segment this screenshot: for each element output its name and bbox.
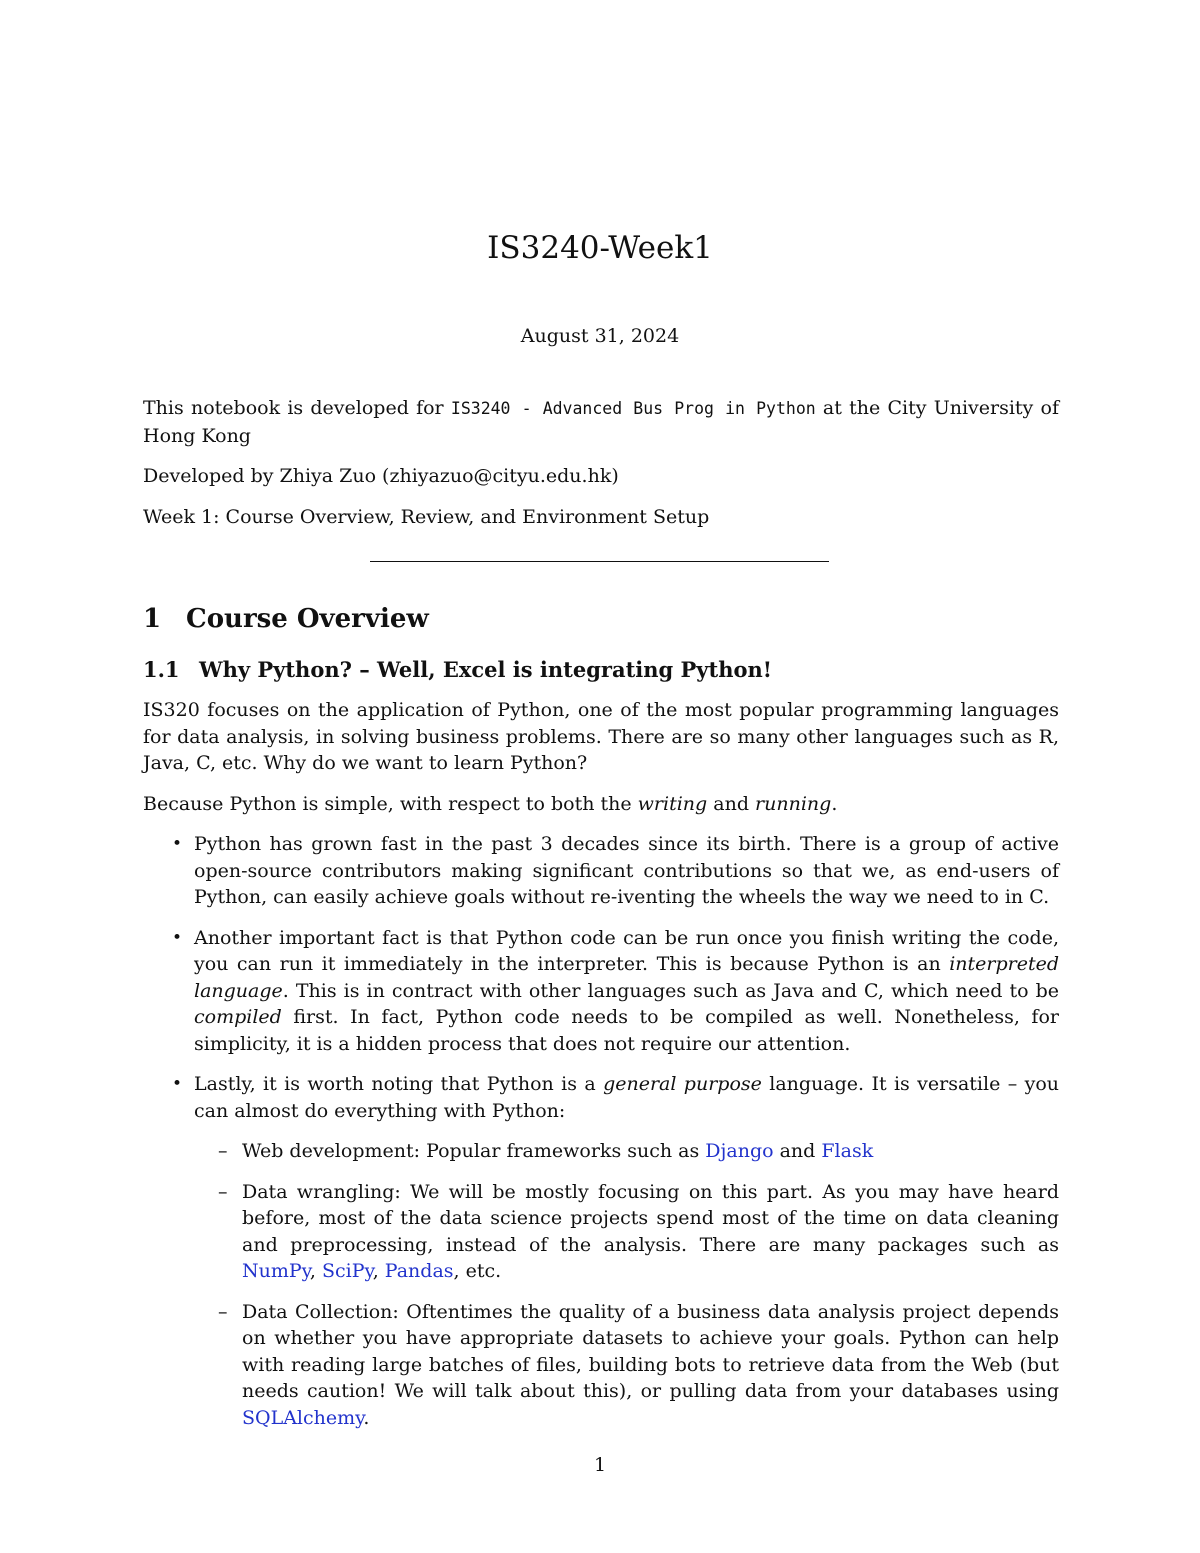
separator: , <box>309 1260 322 1282</box>
paragraph-because <box>143 791 1059 818</box>
flask-link[interactable]: Flask <box>821 1140 874 1162</box>
sub-list-item <box>194 1179 1059 1285</box>
horizontal-rule <box>370 561 829 562</box>
intro-text: This notebook is developed for <box>143 397 451 419</box>
list-item-text: first. In fact, Python code needs to be compiled as well. Nonetheless, for simplicity, it is a hidden process that does not require our attention. <box>194 1006 1059 1055</box>
document-title: IS3240-Week1 <box>487 230 713 266</box>
emphasis-interpreted: interpreted language <box>194 953 1059 1002</box>
list-item <box>143 831 1059 911</box>
list-item-text: . This is in contract with other languages such as Java and C, which need to be <box>282 979 1059 1002</box>
section-heading <box>143 600 429 638</box>
page-number: 1 <box>593 1454 607 1476</box>
list-item <box>143 925 1059 1058</box>
bullet-list <box>143 831 1059 1431</box>
section-number: 1 <box>143 604 162 634</box>
sub-list-item-text: , etc. <box>453 1260 502 1282</box>
sub-list-item-text: and <box>773 1140 822 1162</box>
separator: , <box>372 1260 385 1282</box>
subsection-title: Why Python? – Well, Excel is integrating Python! <box>199 657 772 682</box>
main-content <box>143 697 1059 1445</box>
text: and <box>707 792 756 815</box>
list-item-text: Another important fact is that Python code can be run once you finish writing the code, you can run it immediately in the interpreter. This is because Python is an <box>194 926 1059 975</box>
sub-list-item <box>194 1299 1059 1432</box>
subsection-heading <box>143 655 772 685</box>
intro-block <box>143 395 1059 530</box>
paragraph-intro: IS320 focuses on the application of Python, one of the most popular programming languages for data analysis, in solving business problems. There are so many other languages such as R, Java, C, etc. Why do we want to learn Python? <box>143 699 1059 774</box>
course-code: IS3240 - Advanced Bus Prog in Python <box>450 399 816 418</box>
emphasis-running: running <box>755 792 832 815</box>
emphasis-compiled: compiled <box>194 1006 282 1028</box>
sub-list-item-text: Web development: Popular frameworks such as <box>242 1140 706 1162</box>
emphasis-general-purpose: general purpose <box>603 1073 762 1095</box>
intro-text-suffix: at the City University of Hong Kong <box>143 397 1059 447</box>
list-item <box>143 1071 1059 1431</box>
author-line: Developed by Zhiya Zuo (zhiyazuo@cityu.edu.hk) <box>143 465 619 487</box>
sub-list-item <box>194 1138 1059 1165</box>
section-title: Course Overview <box>186 604 429 634</box>
pandas-link[interactable]: Pandas <box>384 1260 454 1282</box>
sub-bullet-list <box>194 1138 1059 1431</box>
sub-list-item-text: Data wrangling: We will be mostly focusing on this part. As you may have heard before, most of the data science projects spend most of the time on data cleaning and preprocessing, instead of the analysis. There are many packages such as <box>242 1180 1059 1256</box>
list-item-text: Python has grown fast in the past 3 decades since its birth. There is a group of active open-source contributors making significant contributions so that we, as end-users of Python, can easily achieve goals without re-iventing the wheels the way we need to in C. <box>194 833 1059 908</box>
django-link[interactable]: Django <box>705 1140 774 1162</box>
week-line: Week 1: Course Overview, Review, and Environment Setup <box>143 505 710 528</box>
sub-list-item-text: Data Collection: Oftentimes the quality of a business data analysis project depends on whether you have appropriate datasets to achieve your goals. Python can help with reading large batches of files, building bots to retrieve data from the Web (but needs caution! We will talk about this), or pulling data from your databases using <box>242 1300 1059 1402</box>
sqlalchemy-link[interactable]: SQLAlchemy <box>242 1406 364 1429</box>
subsection-number: 1.1 <box>143 657 180 682</box>
list-item-text: language. It is versatile – you can almost do everything with Python: <box>194 1073 1059 1122</box>
sub-list-item-text: . <box>363 1406 370 1429</box>
document-date: August 31, 2024 <box>520 325 680 347</box>
numpy-link[interactable]: NumPy <box>242 1260 310 1282</box>
emphasis-writing: writing <box>637 792 708 815</box>
scipy-link[interactable]: SciPy <box>321 1260 373 1282</box>
intro-paragraph <box>143 395 1059 449</box>
list-item-text: Lastly, it is worth noting that Python is a <box>194 1073 604 1095</box>
text: . <box>831 792 838 815</box>
text: Because Python is simple, with respect to both the <box>143 792 638 815</box>
